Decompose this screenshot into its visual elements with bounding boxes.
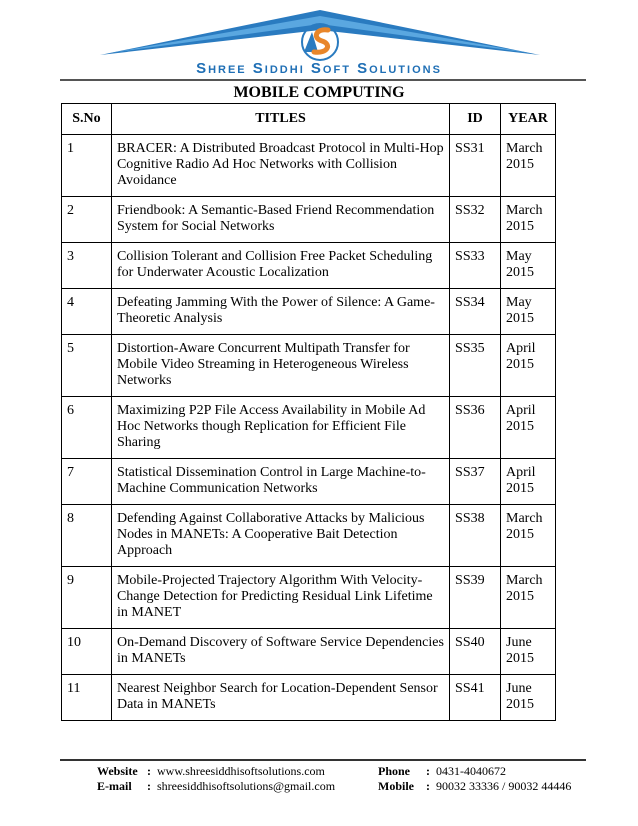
cell-title: Mobile-Projected Trajectory Algorithm With Velocity-Change Detection for Predicting Residual Link Lifetime in MANET <box>111 567 449 629</box>
email-link[interactable]: shreesiddhisoftsolutions@gmail.com <box>157 779 336 793</box>
footer-contact-phone: Phone : 0431-4040672 Mobile : 90032 33336 / 90032 44446 <box>378 764 572 793</box>
cell-sno: 4 <box>62 289 112 335</box>
cell-yr: 2015 <box>506 157 534 172</box>
cell-sno: 7 <box>62 459 112 505</box>
cell-id: SS39 <box>450 567 501 629</box>
cell-yr: 2015 <box>506 265 534 280</box>
footer-divider <box>60 759 586 761</box>
cell-year <box>501 567 556 629</box>
cell-month: March <box>506 573 543 588</box>
cell-title: Friendbook: A Semantic-Based Friend Recommendation System for Social Networks <box>111 197 449 243</box>
table-row <box>62 289 556 335</box>
cell-year <box>501 289 556 335</box>
table-row <box>62 335 556 397</box>
cell-yr: 2015 <box>506 357 534 372</box>
cell-id: SS32 <box>450 197 501 243</box>
cell-sno: 10 <box>62 629 112 675</box>
cell-year <box>501 505 556 567</box>
cell-title: Defending Against Collaborative Attacks by Malicious Nodes in MANETs: A Cooperative Bait Detection Approach <box>111 505 449 567</box>
cell-title: On-Demand Discovery of Software Service Dependencies in MANETs <box>111 629 449 675</box>
cell-month: March <box>506 203 543 218</box>
cell-month: May <box>506 249 532 264</box>
page-title: MOBILE COMPUTING <box>233 84 405 101</box>
cell-month: March <box>506 141 543 156</box>
roof-highlight <box>110 16 530 53</box>
cell-month: April <box>506 403 536 418</box>
cell-month: March <box>506 511 543 526</box>
table-row <box>62 197 556 243</box>
cell-yr: 2015 <box>506 527 534 542</box>
cell-year <box>501 675 556 721</box>
cell-id: SS37 <box>450 459 501 505</box>
table-row <box>62 629 556 675</box>
cell-yr: 2015 <box>506 419 534 434</box>
mobile-label: Mobile <box>378 779 414 793</box>
column-header-id: ID <box>450 104 501 135</box>
cell-sno: 3 <box>62 243 112 289</box>
website-link[interactable]: www.shreesiddhisoftsolutions.com <box>157 764 325 778</box>
cell-year <box>501 243 556 289</box>
email-label: E-mail <box>97 779 132 793</box>
table-row <box>62 567 556 629</box>
cell-month: April <box>506 465 536 480</box>
column-header-sno: S.No <box>62 104 112 135</box>
cell-title: Maximizing P2P File Access Availability in Mobile Ad Hoc Networks though Replication for Efficient File Sharing <box>111 397 449 459</box>
phone-number: 0431-4040672 <box>436 764 506 778</box>
cell-title: Nearest Neighbor Search for Location-Dependent Sensor Data in MANETs <box>111 675 449 721</box>
cell-sno: 6 <box>62 397 112 459</box>
cell-title: Defeating Jamming With the Power of Silence: A Game-Theoretic Analysis <box>111 289 449 335</box>
cell-id: SS38 <box>450 505 501 567</box>
cell-id: SS31 <box>450 135 501 197</box>
phone-label: Phone <box>378 764 411 778</box>
cell-year <box>501 397 556 459</box>
website-label: Website <box>97 764 138 778</box>
cell-yr: 2015 <box>506 697 534 712</box>
table-row <box>62 505 556 567</box>
cell-year <box>501 629 556 675</box>
company-name: Shree Siddhi Soft Solutions <box>196 60 442 77</box>
cell-yr: 2015 <box>506 219 534 234</box>
table-row <box>62 675 556 721</box>
cell-id: SS34 <box>450 289 501 335</box>
cell-id: SS35 <box>450 335 501 397</box>
cell-sno: 11 <box>62 675 112 721</box>
table-row <box>62 135 556 197</box>
cell-year <box>501 459 556 505</box>
header-divider <box>60 79 586 81</box>
cell-title: BRACER: A Distributed Broadcast Protocol in Multi-Hop Cognitive Radio Ad Hoc Networks with Collision Avoidance <box>111 135 449 197</box>
cell-yr: 2015 <box>506 651 534 666</box>
cell-month: April <box>506 341 536 356</box>
cell-id: SS40 <box>450 629 501 675</box>
cell-id: SS41 <box>450 675 501 721</box>
cell-yr: 2015 <box>506 311 534 326</box>
cell-title: Statistical Dissemination Control in Large Machine-to-Machine Communication Networks <box>111 459 449 505</box>
cell-sno: 1 <box>62 135 112 197</box>
cell-sno: 2 <box>62 197 112 243</box>
cell-sno: 9 <box>62 567 112 629</box>
cell-month: June <box>506 681 532 696</box>
cell-year <box>501 135 556 197</box>
cell-id: SS36 <box>450 397 501 459</box>
cell-year <box>501 335 556 397</box>
cell-title: Distortion-Aware Concurrent Multipath Transfer for Mobile Video Streaming in Heterogeneous Wireless Networks <box>111 335 449 397</box>
footer-contact-web: Website : www.shreesiddhisoftsolutions.com E-mail : shreesiddhisoftsolutions@gmail.com <box>97 764 336 793</box>
table-row <box>62 459 556 505</box>
project-titles-table <box>61 103 556 721</box>
cell-month: June <box>506 635 532 650</box>
cell-sno: 5 <box>62 335 112 397</box>
cell-title: Collision Tolerant and Collision Free Packet Scheduling for Underwater Acoustic Localization <box>111 243 449 289</box>
cell-month: May <box>506 295 532 310</box>
cell-sno: 8 <box>62 505 112 567</box>
table-row <box>62 397 556 459</box>
table-row <box>62 243 556 289</box>
table-header-row <box>62 104 556 135</box>
mobile-number: 90032 33336 / 90032 44446 <box>436 779 572 793</box>
cell-year <box>501 197 556 243</box>
cell-yr: 2015 <box>506 589 534 604</box>
column-header-titles: TITLES <box>111 104 449 135</box>
letterhead <box>0 0 638 86</box>
column-header-year: YEAR <box>501 104 556 135</box>
cell-yr: 2015 <box>506 481 534 496</box>
cell-id: SS33 <box>450 243 501 289</box>
